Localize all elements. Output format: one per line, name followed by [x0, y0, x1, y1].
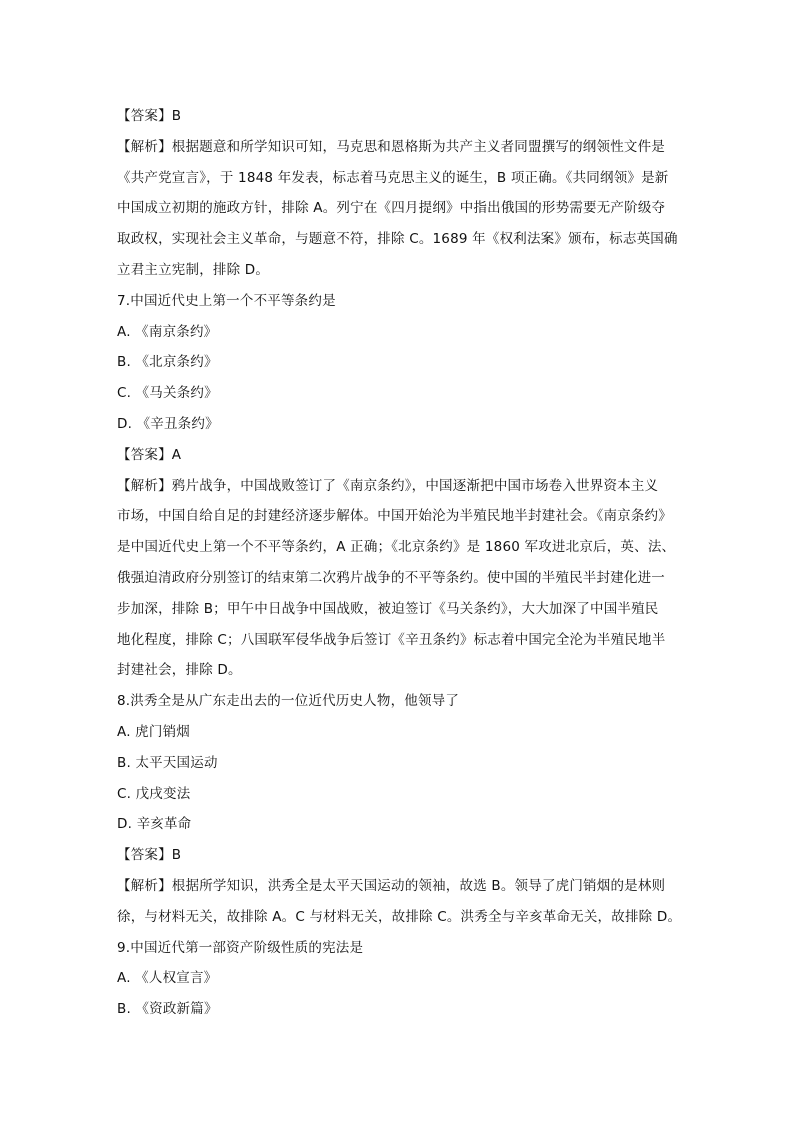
analysis-line: 【解析】根据题意和所学知识可知，马克思和恩格斯为共产主义者同盟撰写的纲领性文件是 — [117, 138, 665, 155]
option-d: D. 《辛丑条约》 — [117, 415, 219, 432]
analysis-line: 地化程度，排除 C；八国联军侵华战争后签订《辛丑条约》标志着中国完全沦为半殖民地半 — [117, 631, 666, 648]
option-c: C. 戊戌变法 — [117, 785, 191, 802]
answer-line-q7: 【答案】A — [117, 446, 182, 463]
analysis-line: 《共产党宣言》，于 1848 年发表，标志着马克思主义的诞生，B 项正确。《共同纲领》是新 — [117, 169, 669, 186]
option-b: B. 《北京条约》 — [117, 354, 218, 371]
analysis-q7 — [117, 471, 682, 687]
question-9: 9.中国近代第一部资产阶级性质的宪法是 — [117, 939, 364, 956]
question-8: 8.洪秀全是从广东走出去的一位近代历史人物，他领导了 — [117, 693, 460, 710]
option-a: A. 《人权宣言》 — [117, 970, 218, 987]
analysis-line: 【解析】根据所学知识，洪秀全是太平天国运动的领袖，故选 B。领导了虎门销烟的是林则 — [117, 877, 666, 894]
analysis-line: 封建社会，排除 D。 — [117, 662, 242, 679]
analysis-line: 市场，中国自给自足的封建经济逐步解体。中国开始沦为半殖民地半封建社会。《南京条约》 — [117, 508, 672, 525]
option-d: D. 辛亥革命 — [117, 816, 192, 833]
analysis-q8 — [117, 871, 682, 933]
analysis-line: 是中国近代史上第一个不平等条约，A 正确；《北京条约》是 1860 军攻进北京后，英、法、 — [117, 539, 676, 556]
analysis-line: 【解析】鸦片战争，中国战败签订了《南京条约》，中国逐渐把中国市场卷入世界资本主义 — [117, 477, 659, 494]
option-b: B. 《资政新篇》 — [117, 1001, 218, 1018]
document-page — [117, 101, 682, 1025]
analysis-line: 立君主立宪制，排除 D。 — [117, 261, 270, 278]
option-c: C. 《马关条约》 — [117, 385, 218, 402]
question-7: 7.中国近代史上第一个不平等条约是 — [117, 292, 336, 309]
analysis-line: 取政权，实现社会主义革命，与题意不符，排除 C。1689 年《权利法案》颁布，标志英国确 — [117, 231, 678, 248]
analysis-line: 步加深，排除 B；甲午中日战争中国战败，被迫签订《马关条约》，大大加深了中国半殖民 — [117, 600, 659, 617]
answer-line-q8: 【答案】B — [117, 847, 182, 864]
option-a: A. 虎门销烟 — [117, 723, 190, 740]
option-a: A. 《南京条约》 — [117, 323, 218, 340]
option-b: B. 太平天国运动 — [117, 754, 218, 771]
analysis-line: 中国成立初期的施政方针，排除 A。列宁在《四月提纲》中指出俄国的形势需要无产阶级夺 — [117, 200, 666, 217]
analysis-line: 徐，与材料无关，故排除 A。C 与材料无关，故排除 C。洪秀全与辛亥革命无关，故排除 D。 — [117, 908, 682, 925]
analysis-q6 — [117, 132, 682, 286]
answer-line-q6: 【答案】B — [117, 108, 182, 124]
analysis-line: 俄强迫清政府分别签订的结束第二次鸦片战争的不平等条约。使中国的半殖民半封建化进一 — [117, 569, 665, 586]
